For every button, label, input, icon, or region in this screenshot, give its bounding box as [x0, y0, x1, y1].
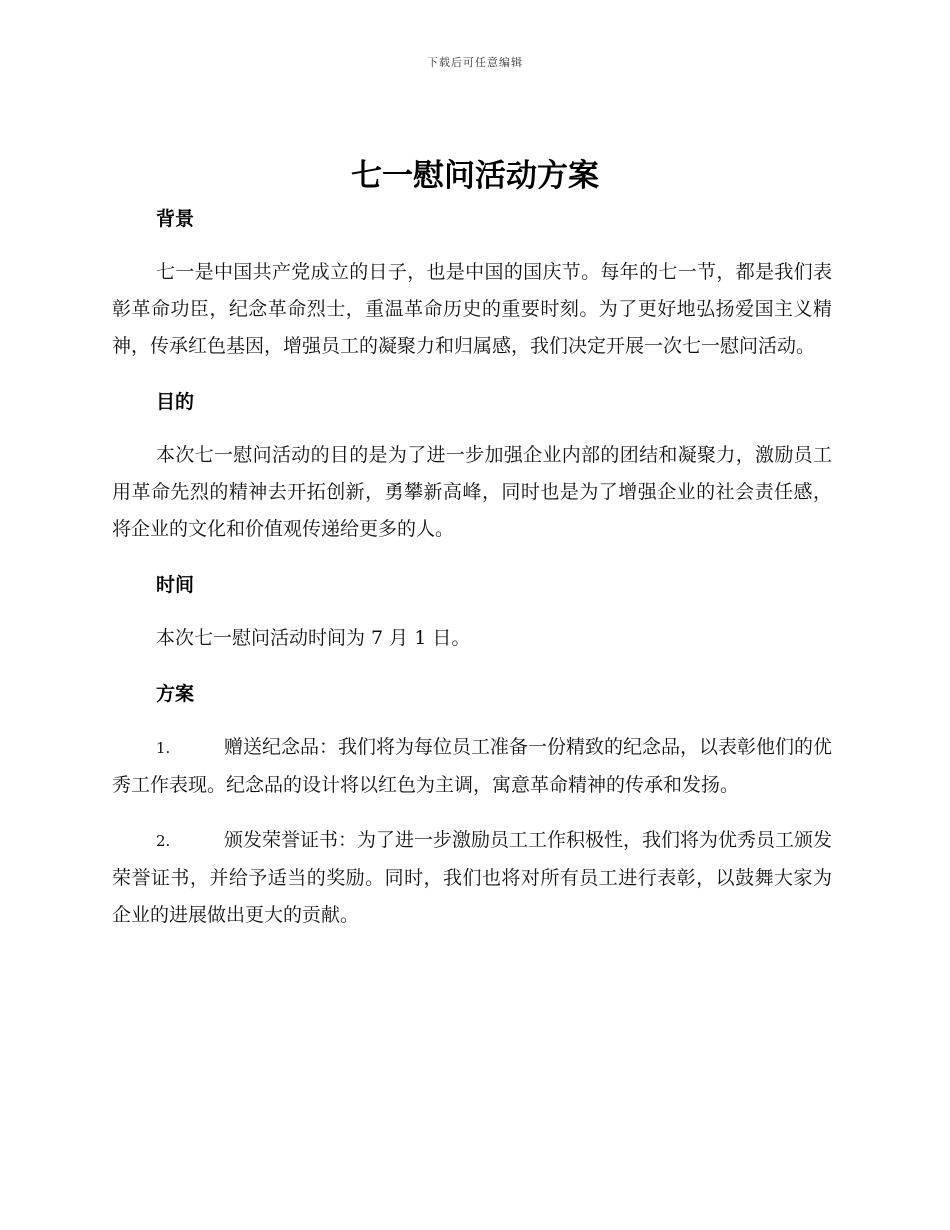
section-text-time: 本次七一慰问活动时间为 7 月 1 日。 [156, 627, 471, 649]
plan-item-number: 1. [156, 739, 171, 757]
section-heading-background: 背景 [156, 208, 195, 230]
document-title: 七一慰问活动方案 [351, 158, 599, 194]
section-heading-plan: 方案 [156, 683, 195, 705]
plan-item-text: 颁发荣誉证书：为了进一步激励员工工作积极性，我们将为优秀员工颁发荣誉证书，并给予适当的奖励。同时，我们也将对所有员工进行表彰，以鼓舞大家为企业的进展做出更大的贡献。 [112, 829, 833, 926]
plan-item-text: 赠送纪念品：我们将为每位员工准备一份精致的纪念品，以表彰他们的优秀工作表现。纪念品的设计将以红色为主调，寓意革命精神的传承和发扬。 [112, 736, 833, 796]
plan-list-item [112, 822, 832, 934]
plan-item-number: 2. [156, 832, 171, 850]
section-text-purpose: 本次七一慰问活动的目的是为了进一步加强企业内部的团结和凝聚力，激励员工用革命先烈的精神去开拓创新，勇攀新高峰，同时也是为了增强企业的社会责任感，将企业的文化和价值观传递给更多的人。 [112, 444, 832, 540]
plan-list-item [112, 729, 832, 804]
document-body [112, 200, 832, 934]
section-text-background: 七一是中国共产党成立的日子，也是中国的国庆节。每年的七一节，都是我们表彰革命功臣，纪念革命烈士，重温革命历史的重要时刻。为了更好地弘扬爱国主义精神，传承红色基因，增强员工的凝聚力和归属感，我们决定开展一次七一慰问活动。 [112, 261, 832, 357]
section-heading-purpose: 目的 [156, 391, 195, 413]
section-heading-time: 时间 [156, 574, 195, 596]
page-header-note: 下载后可任意编辑 [427, 56, 523, 69]
